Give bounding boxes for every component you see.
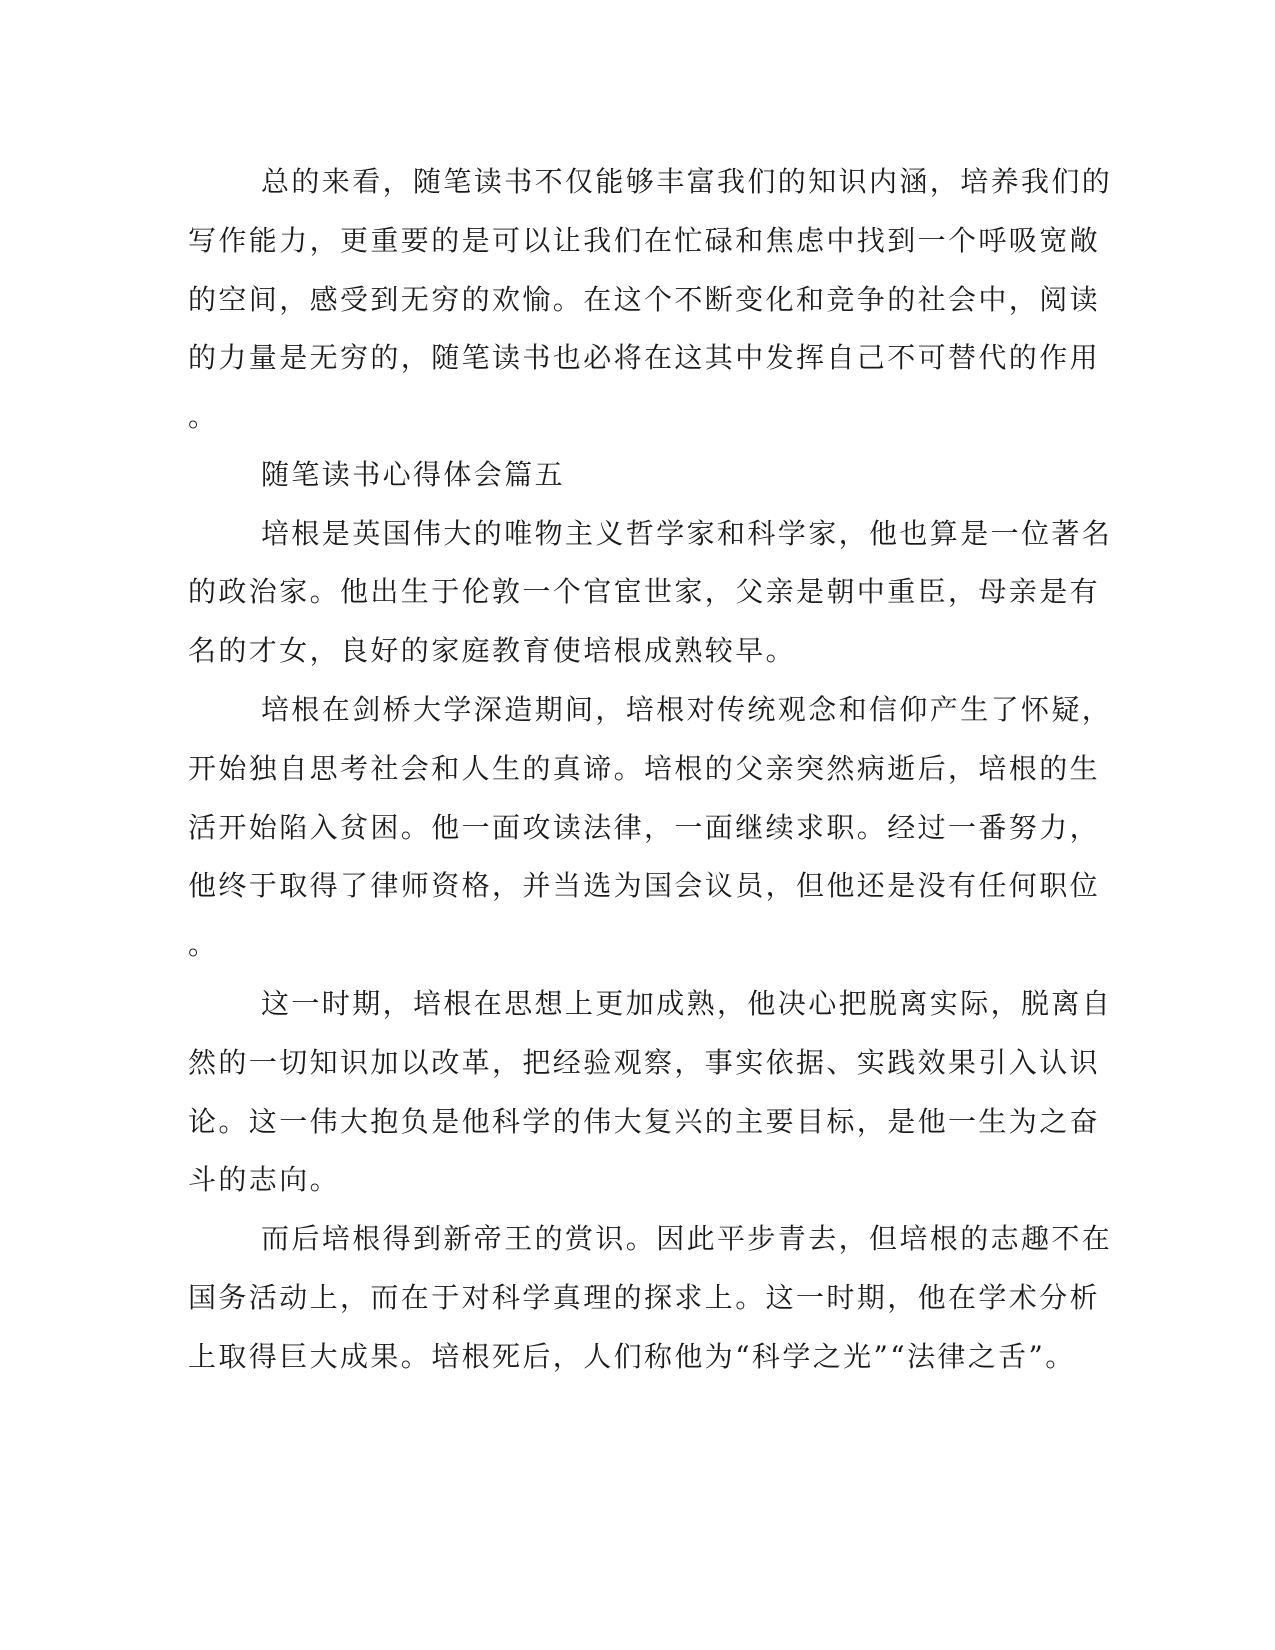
paragraph-line: 培根在剑桥大学深造期间，培根对传统观念和信仰产生了怀疑， xyxy=(261,693,1113,726)
paragraph-line: 他终于取得了律师资格，并当选为国会议员，但他还是没有任何职位 xyxy=(188,869,1101,902)
paragraph-line: 这一时期，培根在思想上更加成熟，他决心把脱离实际，脱离自 xyxy=(261,987,1113,1020)
paragraph-line: 。 xyxy=(188,400,219,433)
paragraph-line: 名的才女，良好的家庭教育使培根成熟较早。 xyxy=(188,634,797,667)
paragraph-line: 培根是英国伟大的唯物主义哲学家和科学家，他也算是一位著名 xyxy=(261,517,1113,550)
paragraph-line: 写作能力，更重要的是可以让我们在忙碌和焦虑中找到一个呼吸宽敞 xyxy=(188,224,1101,257)
paragraph-line: 活开始陷入贫困。他一面攻读法律，一面继续求职。经过一番努力， xyxy=(188,811,1101,844)
paragraph-line: 然的一切知识加以改革，把经验观察，事实依据、实践效果引入认识 xyxy=(188,1046,1101,1079)
paragraph-line: 的空间，感受到无穷的欢愉。在这个不断变化和竞争的社会中，阅读 xyxy=(188,283,1101,316)
paragraph-line: 论。这一伟大抱负是他科学的伟大复兴的主要目标，是他一生为之奋 xyxy=(188,1105,1101,1138)
paragraph-line: 。 xyxy=(188,928,219,961)
paragraph-line: 上取得巨大成果。培根死后，人们称他为“科学之光”“法律之舌”。 xyxy=(188,1340,1076,1373)
paragraph-line: 的政治家。他出生于伦敦一个官宦世家，父亲是朝中重臣，母亲是有 xyxy=(188,575,1101,608)
paragraph-line: 开始独自思考社会和人生的真谛。培根的父亲突然病逝后，培根的生 xyxy=(188,752,1101,785)
section-heading: 随笔读书心得体会篇五 xyxy=(261,458,566,491)
paragraph-line: 国务活动上，而在于对科学真理的探求上。这一时期，他在学术分析 xyxy=(188,1281,1101,1314)
paragraph-line: 总的来看，随笔读书不仅能够丰富我们的知识内涵，培养我们的 xyxy=(261,165,1113,198)
paragraph-line: 的力量是无穷的，随笔读书也必将在这其中发挥自己不可替代的作用 xyxy=(188,341,1101,374)
paragraph-line: 斗的志向。 xyxy=(188,1163,341,1196)
paragraph-line: 而后培根得到新帝王的赏识。因此平步青去，但培根的志趣不在 xyxy=(261,1222,1113,1255)
